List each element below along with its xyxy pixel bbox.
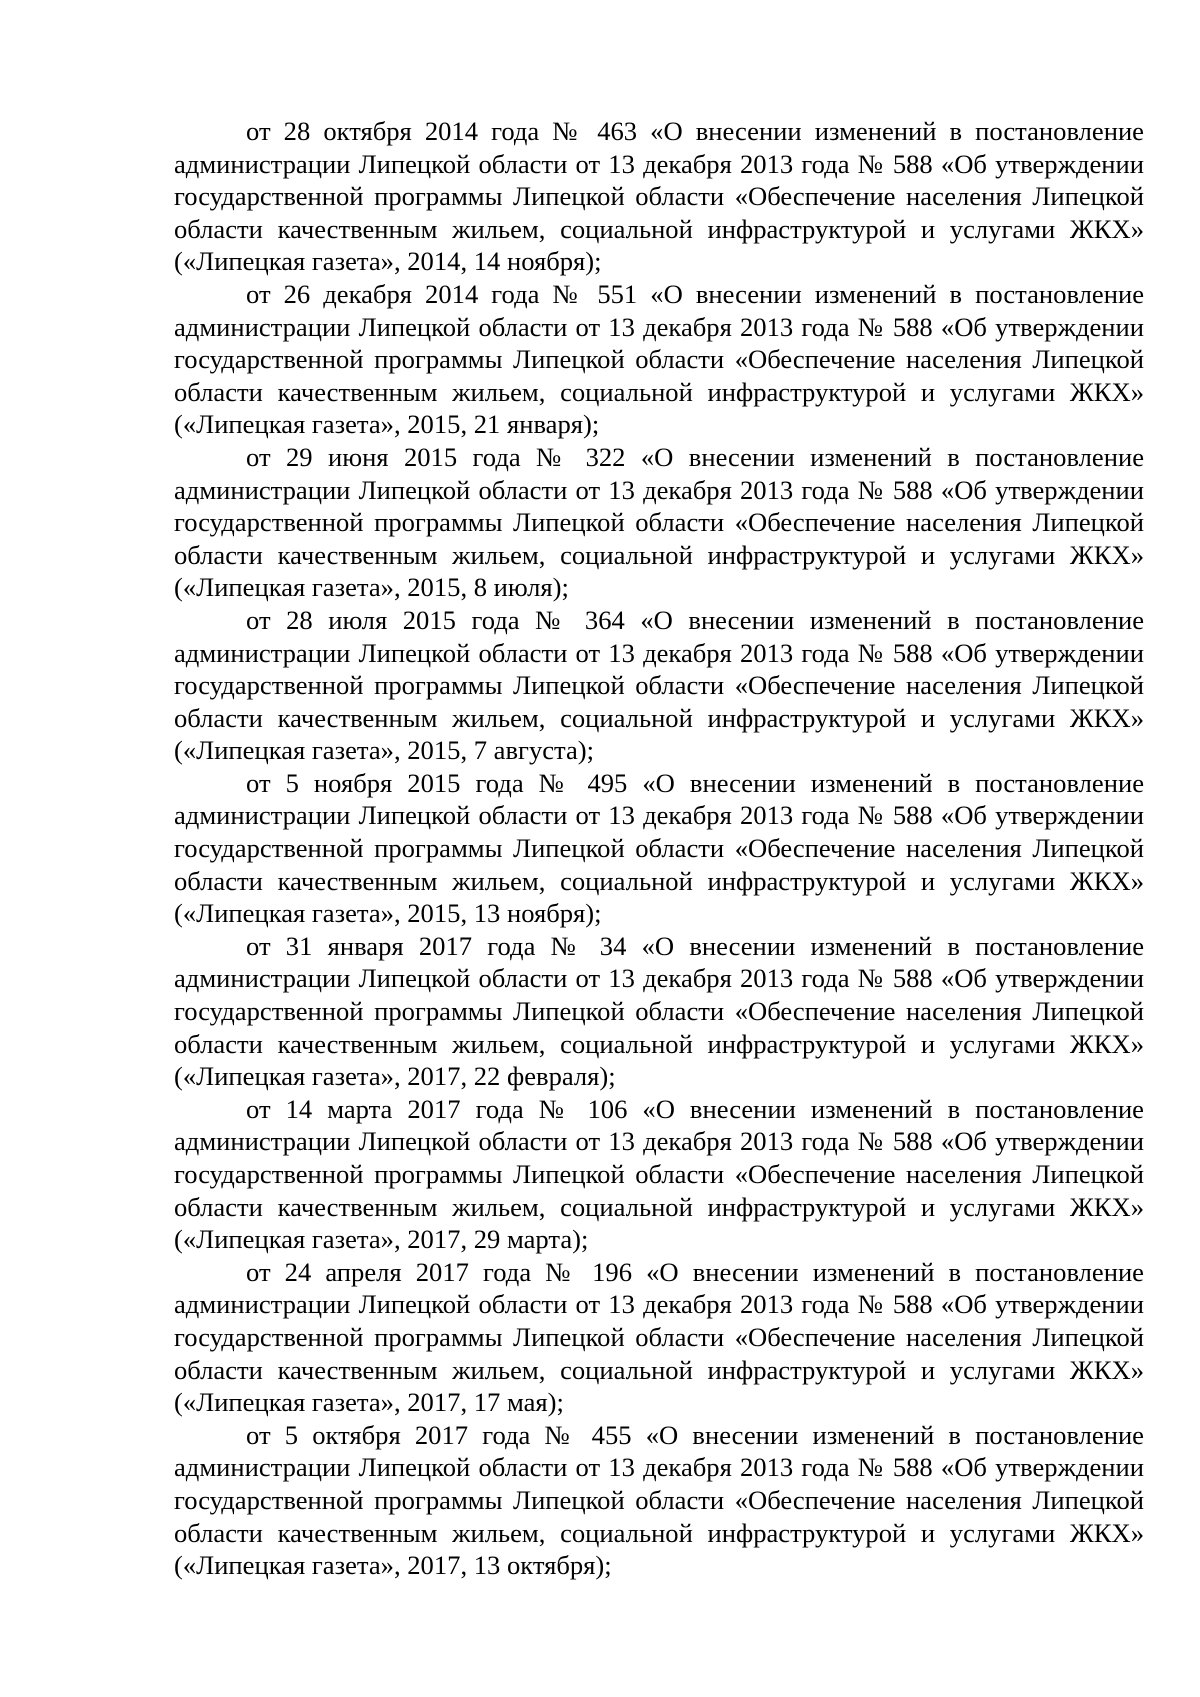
amendment-paragraph-1: от 28 октября 2014 года № 463 «О внесении изменений в постановление администрации Липецкой области от 13 декабря 2013 года № 588 «Об утверждении государственной программы Липецкой области «Обеспечение населения Липецкой области качественным жильем, социальной инфраструктурой и услугами ЖКХ» («Липецкая газета», 2014, 14 ноября); [174, 116, 1144, 277]
amendment-paragraph-2: от 26 декабря 2014 года № 551 «О внесении изменений в постановление администрации Липецкой области от 13 декабря 2013 года № 588 «Об утверждении государственной программы Липецкой области «Обеспечение населения Липецкой области качественным жильем, социальной инфраструктурой и услугами ЖКХ» («Липецкая газета», 2015, 21 января); [174, 278, 1144, 440]
document-page [174, 115, 1144, 1582]
amendment-paragraph-7: от 14 марта 2017 года № 106 «О внесении изменений в постановление администрации Липецкой области от 13 декабря 2013 года № 588 «Об утверждении государственной программы Липецкой области «Обеспечение населения Липецкой области качественным жильем, социальной инфраструктурой и услугами ЖКХ» («Липецкая газета», 2017, 29 марта); [174, 1093, 1144, 1255]
amendment-paragraph-3: от 29 июня 2015 года № 322 «О внесении изменений в постановление администрации Липецкой области от 13 декабря 2013 года № 588 «Об утверждении государственной программы Липецкой области «Обеспечение населения Липецкой области качественным жильем, социальной инфраструктурой и услугами ЖКХ» («Липецкая газета», 2015, 8 июля); [174, 441, 1144, 603]
amendment-paragraph-8: от 24 апреля 2017 года № 196 «О внесении изменений в постановление администрации Липецкой области от 13 декабря 2013 года № 588 «Об утверждении государственной программы Липецкой области «Обеспечение населения Липецкой области качественным жильем, социальной инфраструктурой и услугами ЖКХ» («Липецкая газета», 2017, 17 мая); [174, 1256, 1144, 1418]
amendment-paragraph-9: от 5 октября 2017 года № 455 «О внесении изменений в постановление администрации Липецкой области от 13 декабря 2013 года № 588 «Об утверждении государственной программы Липецкой области «Обеспечение населения Липецкой области качественным жильем, социальной инфраструктурой и услугами ЖКХ» («Липецкая газета», 2017, 13 октября); [174, 1419, 1144, 1581]
amendment-paragraph-5: от 5 ноября 2015 года № 495 «О внесении изменений в постановление администрации Липецкой области от 13 декабря 2013 года № 588 «Об утверждении государственной программы Липецкой области «Обеспечение населения Липецкой области качественным жильем, социальной инфраструктурой и услугами ЖКХ» («Липецкая газета», 2015, 13 ноября); [174, 767, 1144, 929]
amendment-paragraph-4: от 28 июля 2015 года № 364 «О внесении изменений в постановление администрации Липецкой области от 13 декабря 2013 года № 588 «Об утверждении государственной программы Липецкой области «Обеспечение населения Липецкой области качественным жильем, социальной инфраструктурой и услугами ЖКХ» («Липецкая газета», 2015, 7 августа); [174, 604, 1144, 766]
amendment-paragraph-6: от 31 января 2017 года № 34 «О внесении изменений в постановление администрации Липецкой области от 13 декабря 2013 года № 588 «Об утверждении государственной программы Липецкой области «Обеспечение населения Липецкой области качественным жильем, социальной инфраструктурой и услугами ЖКХ» («Липецкая газета», 2017, 22 февраля); [174, 930, 1144, 1092]
